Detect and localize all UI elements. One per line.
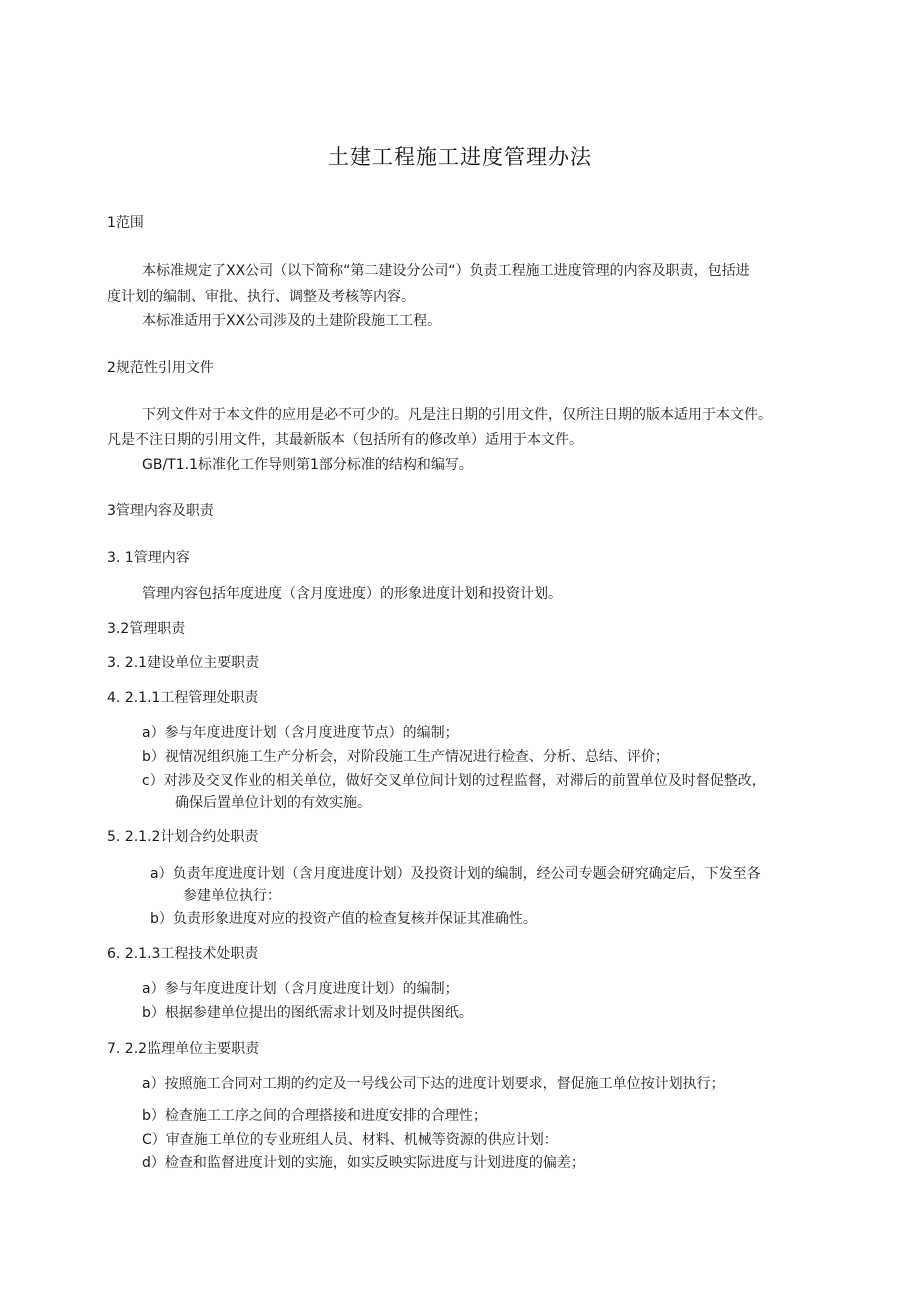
- list-item: a）参与年度进度计划（含月度进度节点）的编制；: [142, 725, 459, 741]
- subsection-7-heading: 7. 2.2监理单位主要职责: [107, 1041, 260, 1057]
- document-title: 土建工程施工进度管理办法: [328, 145, 592, 169]
- list-item: d）检查和监督进度计划的实施，如实反映实际进度与计划进度的偏差；: [142, 1155, 585, 1171]
- subsection-6-heading: 6. 2.1.3工程技术处职责: [107, 946, 259, 962]
- list-item-continuation: 确保后置单位计划的有效实施。: [175, 795, 371, 811]
- list-item: b）视情况组织施工生产分析会，对阶段施工生产情况进行检查、分析、总结、评价；: [142, 749, 669, 765]
- subsection-4-heading: 4. 2.1.1工程管理处职责: [107, 690, 259, 706]
- section-2-reference: GB/T1.1标准化工作导则第1部分标准的结构和编写。: [142, 457, 473, 473]
- subsection-3-1-paragraph: 管理内容包括年度进度（含月度进度）的形象进度计划和投资计划。: [142, 586, 562, 602]
- section-2-heading: 2规范性引用文件: [107, 360, 214, 376]
- section-1-paragraph-1-line-2: 度计划的编制、审批、执行、调整及考核等内容。: [107, 289, 415, 305]
- list-item: a）参与年度进度计划（含月度进度计划）的编制；: [142, 981, 459, 997]
- list-item: C）审查施工单位的专业班组人员、材料、机械等资源的供应计划：: [142, 1132, 558, 1148]
- list-item: c）对涉及交叉作业的相关单位，做好交叉单位间计划的过程监督，对滞后的前置单位及时督促整改，: [142, 773, 766, 789]
- section-3-heading: 3管理内容及职责: [107, 503, 214, 519]
- subsection-3-2-heading: 3.2管理职责: [107, 621, 186, 637]
- subsection-3-1-heading: 3. 1管理内容: [107, 550, 190, 566]
- section-1-heading: 1范围: [107, 215, 144, 231]
- list-item-continuation: 参建单位执行：: [183, 888, 281, 904]
- list-item: b）根据参建单位提出的图纸需求计划及时提供图纸。: [142, 1005, 473, 1021]
- list-item: b）检查施工工序之间的合理搭接和进度安排的合理性；: [142, 1108, 487, 1124]
- section-1-paragraph-2: 本标准适用于XX公司涉及的土建阶段施工工程。: [142, 313, 442, 329]
- section-2-paragraph-line-2: 凡是不注日期的引用文件，其最新版本（包括所有的修改单）适用于本文件。: [107, 432, 583, 448]
- list-item: a）按照施工合同对工期的约定及一号线公司下达的进度计划要求，督促施工单位按计划执行；: [142, 1076, 725, 1092]
- section-2-paragraph-line-1: 下列文件对于本文件的应用是必不可少的。凡是注日期的引用文件，仅所注日期的版本适用于本文件。: [142, 407, 772, 423]
- section-1-paragraph-1-line-1: 本标准规定了XX公司（以下简称“第二建设分公司“）负责工程施工进度管理的内容及职责，包括进: [142, 263, 750, 279]
- subsection-3-2-1-heading: 3. 2.1建设单位主要职责: [107, 655, 260, 671]
- list-item: a）负责年度进度计划（含月度进度计划）及投资计划的编制，经公司专题会研究确定后，下发至各: [150, 866, 761, 882]
- list-item: b）负责形象进度对应的投资产值的检查复核并保证其准确性。: [150, 911, 537, 927]
- subsection-5-heading: 5. 2.1.2计划合约处职责: [107, 829, 259, 845]
